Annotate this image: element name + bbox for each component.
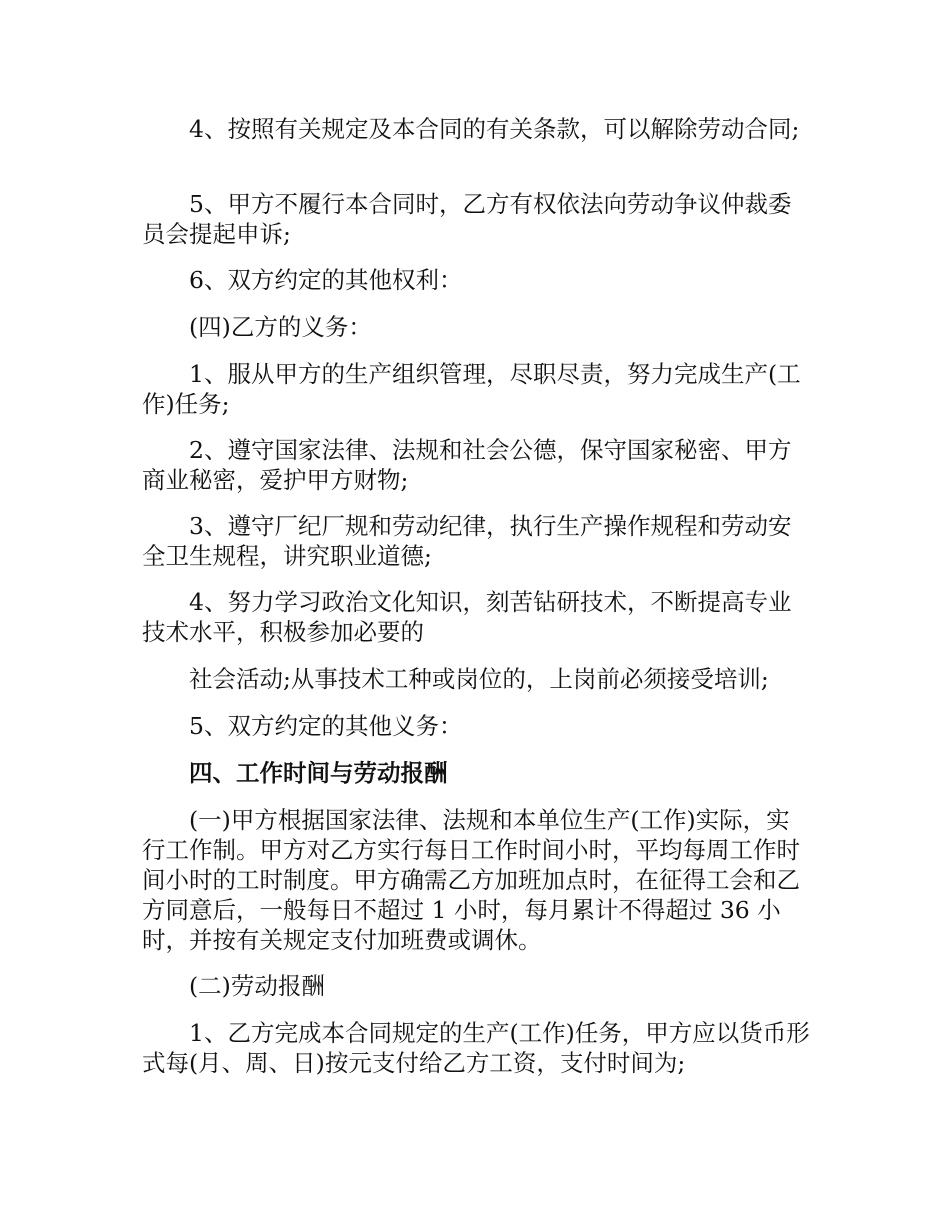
paragraph-duty-2: 2、遵守国家法律、法规和社会公德，保守国家秘密、甲方商业秘密，爱护甲方财物; [142,436,792,494]
section-heading-pay: (二)劳动报酬 [142,972,325,1000]
chapter-heading-worktime: 四、工作时间与劳动报酬 [142,759,448,787]
paragraph-right-5: 5、甲方不履行本合同时，乙方有权依法向劳动争议仲裁委员会提起申诉; [142,190,792,248]
section-heading-duties: (四)乙方的义务： [142,313,372,341]
paragraph-duty-4: 4、努力学习政治文化知识，刻苦钻研技术，不断提高专业技术水平，积极参加必要的 [142,588,792,646]
paragraph-duty-1: 1、服从甲方的生产组织管理，尽职尽责，努力完成生产(工作)任务; [142,360,801,418]
paragraph-pay-1: 1、乙方完成本合同规定的生产(工作)任务，甲方应以货币形式每(月、周、日)按元支付给乙方工资，支付时间为; [142,1019,810,1077]
paragraph-duty-5: 5、双方约定的其他义务： [142,712,463,740]
paragraph-worktime: (一)甲方根据国家法律、法规和本单位生产(工作)实际，实行工作制。甲方对乙方实行每日工作时间小时，平均每周工作时间小时的工时制度。甲方确需乙方加班加点时，在征得工会和乙方同意后，一般每日不超过 1 小时，每月累计不得超过 36 小时，并按有关规定支付加班费或调休。 [142,806,800,954]
paragraph-duty-4-cont: 社会活动;从事技术工种或岗位的，上岗前必须接受培训; [142,665,769,693]
paragraph-duty-3: 3、遵守厂纪厂规和劳动纪律，执行生产操作规程和劳动安全卫生规程，讲究职业道德; [142,512,792,570]
paragraph-right-6: 6、双方约定的其他权利： [142,266,463,294]
paragraph-right-4: 4、按照有关规定及本合同的有关条款，可以解除劳动合同; [142,115,800,143]
